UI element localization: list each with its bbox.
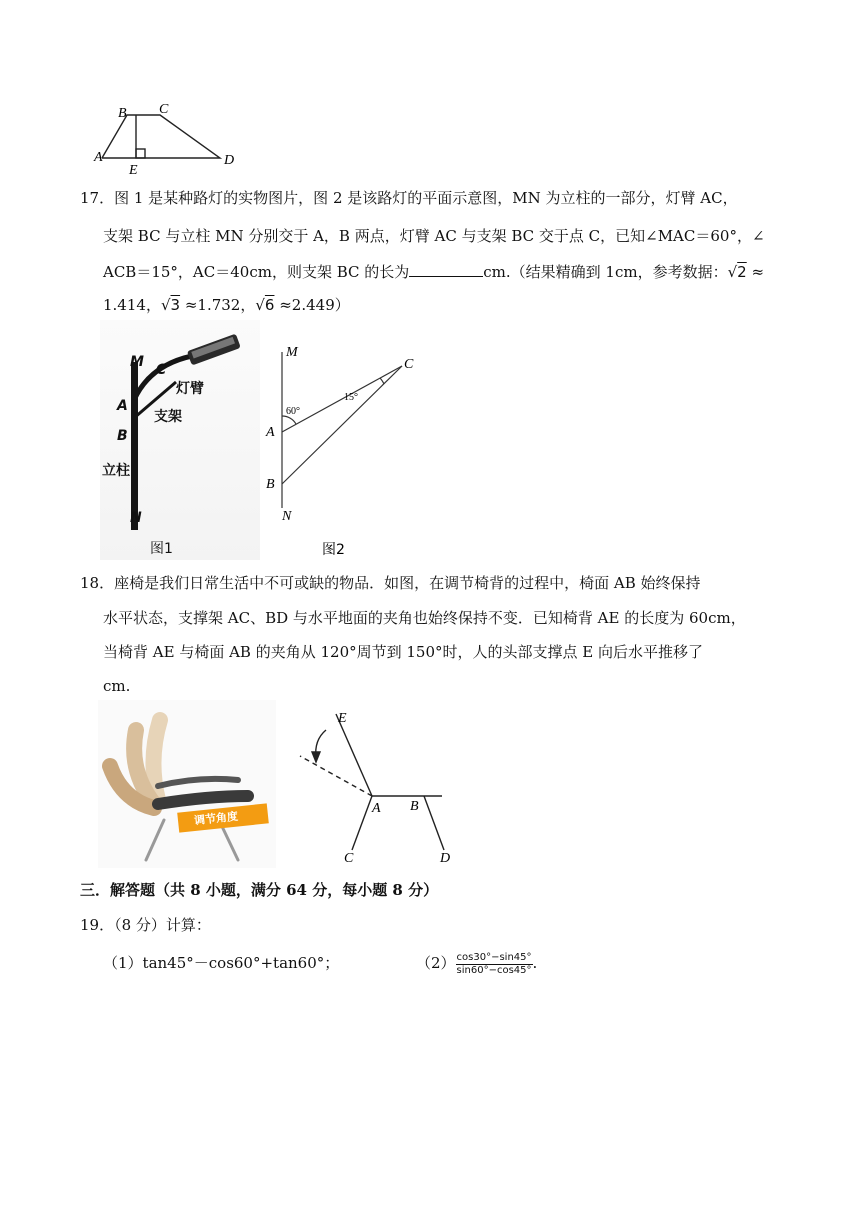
photo-label-N: N <box>130 510 142 526</box>
q17-line4: 1.414，√3 ≈1.732，√6 ≈2.449） <box>103 296 350 314</box>
photo-label-B: B <box>117 428 128 444</box>
section-title: 三．解答题（共 8 小题，满分 64 分，每小题 8 分） <box>80 881 439 899</box>
chair-photo <box>98 700 276 868</box>
diagram-angle-15: 15° <box>344 392 358 403</box>
chair-banner-text: 调节角度 <box>193 809 239 828</box>
q19-intro: 19．（8 分）计算： <box>80 916 211 934</box>
answer-blank <box>409 262 483 277</box>
q19-part2: （2） $\frac{\cos 30^\circ-\sin 45^\circ}{\sin 60^\circ-\cos 45^\circ}$ . <box>416 951 538 976</box>
q18-line3: 当椅背 AE 与椅面 AB 的夹角从 120°周节到 150°时，人的头部支撑点 E 向后水平推移了 <box>103 643 703 661</box>
figure-2-caption: 图2 <box>322 542 345 558</box>
photo-label-bracket: 支架 <box>154 409 182 425</box>
q18-line2: 水平状态，支撑架 AC、BD 与水平地面的夹角也始终保持不变．已知椅背 AE 的长度为 60cm， <box>103 609 746 627</box>
diagram-angle-60: 60° <box>286 406 300 417</box>
label-B: B <box>118 106 127 121</box>
diagram-label-B: B <box>266 477 275 492</box>
diagram-label-M: M <box>286 345 298 360</box>
photo-label-A: A <box>117 398 128 414</box>
photo-label-M: M <box>130 354 144 370</box>
label-A: A <box>94 150 103 165</box>
chair-diagram <box>296 700 466 868</box>
chair-label-E: E <box>338 711 347 726</box>
q17-number: 17． <box>80 189 115 207</box>
photo-label-pole: 立柱 <box>102 463 130 479</box>
chair-label-B: B <box>410 799 419 814</box>
q19-part1: （1）tan45°－cos60°+tan60°； <box>103 954 340 972</box>
photo-label-arm: 灯臂 <box>176 381 204 397</box>
chair-label-A: A <box>372 801 381 816</box>
label-C: C <box>159 102 169 117</box>
photo-label-C: C <box>156 362 167 378</box>
q19-fraction: $\frac{\cos 30^\circ-\sin 45^\circ}{\sin 60^\circ-\cos 45^\circ}$ <box>456 951 532 976</box>
streetlight-photo <box>100 320 260 560</box>
q17-line2: 支架 BC 与立柱 MN 分别交于 A，B 两点，灯臂 AC 与支架 BC 交于点 C，已知∠MAC＝60°，∠ <box>103 227 765 245</box>
q17-line1: 17．图 1 是某种路灯的实物图片，图 2 是该路灯的平面示意图，MN 为立柱的一部分，灯臂 AC， <box>80 189 738 207</box>
label-E: E <box>129 163 138 178</box>
q18-line1: 18．座椅是我们日常生活中不可或缺的物品．如图，在调节椅背的过程中，椅面 AB 始终保持 <box>80 574 701 592</box>
figure-1-caption: 图1 <box>150 541 173 557</box>
diagram-label-N: N <box>282 509 292 524</box>
chair-illustration <box>98 700 276 868</box>
diagram-label-A: A <box>266 425 275 440</box>
trapezoid-figure <box>92 98 242 178</box>
streetlight-diagram <box>262 336 432 566</box>
chair-label-C: C <box>344 851 354 866</box>
label-D: D <box>224 153 235 168</box>
q17-line3: ACB＝15°，AC＝40cm，则支架 BC 的长为 cm.（结果精确到 1cm，参考数据：√2 ≈ <box>103 263 765 281</box>
q18-line4: cm. <box>103 677 131 695</box>
q18-number: 18． <box>80 574 115 592</box>
q19-number: 19． <box>80 916 115 934</box>
diagram-label-C: C <box>404 357 414 372</box>
chair-label-D: D <box>440 851 451 866</box>
